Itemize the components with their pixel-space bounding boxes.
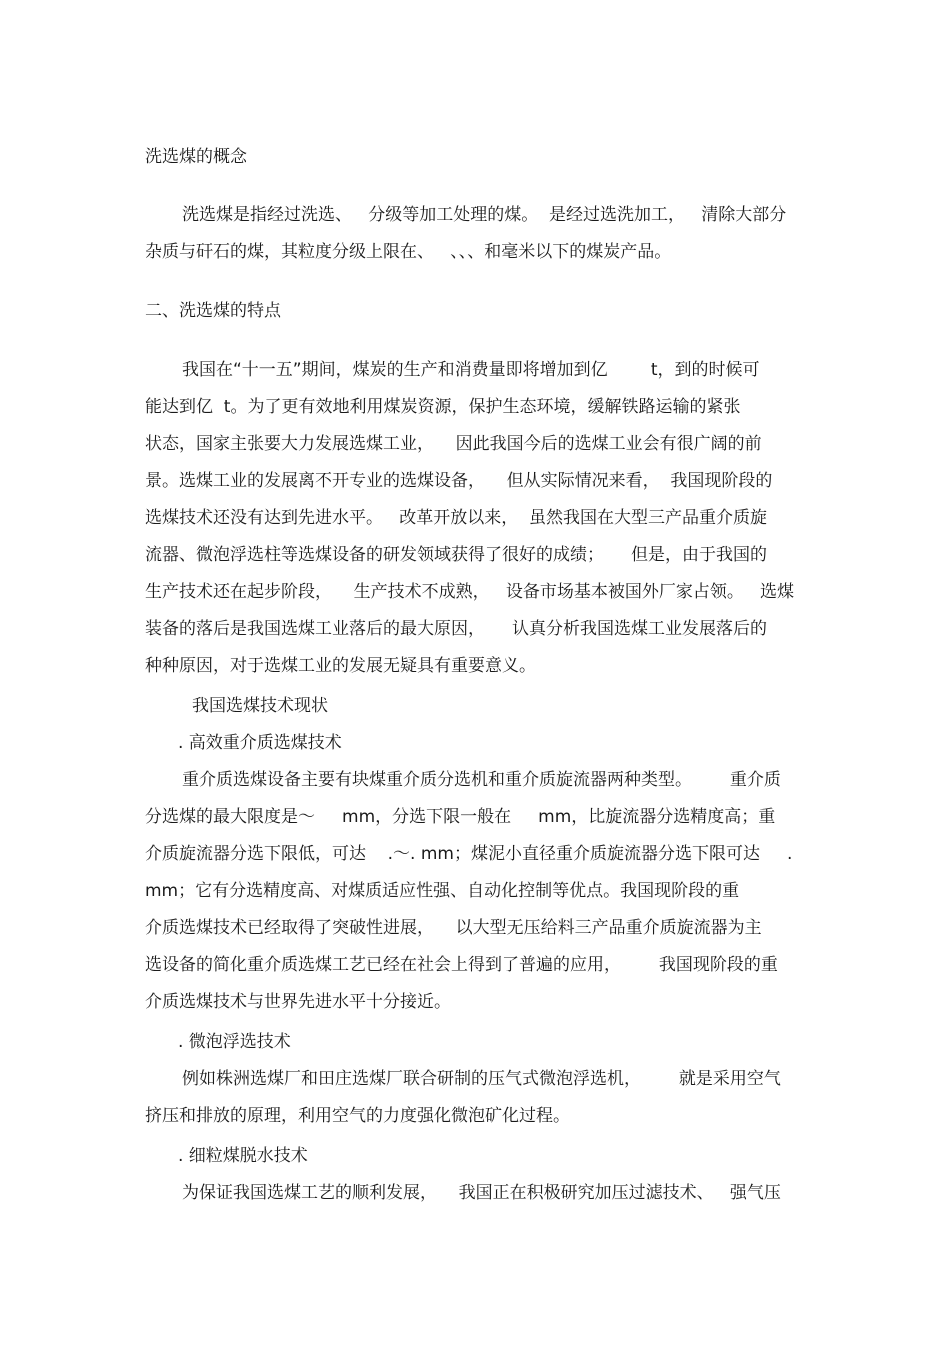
paragraph-line: 景。选煤工业的发展离不开专业的选煤设备， 但从实际情况来看， 我国现阶段的 [145,471,773,491]
paragraph-line: 状态，国家主张要大力发展选煤工业， 因此我国今后的选煤工业会有很广阔的前 [145,434,762,454]
heading-concept: 洗选煤的概念 [145,147,247,167]
section-heading: . 细粒煤脱水技术 [178,1146,308,1166]
paragraph-line: 挤压和排放的原理，利用空气的力度强化微泡矿化过程。 [145,1106,570,1126]
paragraph-line: 选设备的简化重介质选煤工艺已经在社会上得到了普遍的应用， 我国现阶段的重 [145,955,778,975]
paragraph-line: 流器、微泡浮选柱等选煤设备的研发领域获得了很好的成绩； 但是，由于我国的 [145,545,768,565]
paragraph-line: 重介质选煤设备主要有块煤重介质分选机和重介质旋流器两种类型。 重介质 [182,770,781,790]
paragraph-line: 介质选煤技术已经取得了突破性进展， 以大型无压给料三产品重介质旋流器为主 [145,918,762,938]
paragraph-line: 杂质与矸石的煤，其粒度分级上限在、 、、、和毫米以下的煤炭产品。 [145,242,672,262]
section-heading: . 微泡浮选技术 [178,1032,291,1052]
paragraph-line: 例如株洲选煤厂和田庄选煤厂联合研制的压气式微泡浮选机， 就是采用空气 [182,1069,781,1089]
paragraph-line: 介质选煤技术与世界先进水平十分接近。 [145,992,451,1012]
paragraph-line: 装备的落后是我国选煤工业落后的最大原因， 认真分析我国选煤工业发展落后的 [145,619,768,639]
paragraph-line: 我国在“十一五”期间，煤炭的生产和消费量即将增加到亿 t，到的时候可 [182,360,760,380]
paragraph-line: 选煤技术还没有达到先进水平。 改革开放以来， 虽然我国在大型三产品重介质旋 [145,508,768,528]
paragraph-line: 为保证我国选煤工艺的顺利发展， 我国正在积极研究加压过滤技术、 强气压 [182,1183,781,1203]
paragraph-line: 洗选煤是指经过洗选、 分级等加工处理的煤。 是经过选洗加工， 清除大部分 [182,205,787,225]
paragraph-line: mm；它有分选精度高、对煤质适应性强、自动化控制等优点。我国现阶段的重 [145,881,740,901]
paragraph-line: 生产技术还在起步阶段， 生产技术不成熟， 设备市场基本被国外厂家占领。 选煤 [145,582,795,602]
heading-status: 我国选煤技术现状 [192,696,328,716]
paragraph-line: 分选煤的最大限度是～ mm，分选下限一般在 mm，比旋流器分选精度高；重 [145,807,776,827]
section-heading: . 高效重介质选煤技术 [178,733,342,753]
paragraph-line: 种种原因，对于选煤工业的发展无疑具有重要意义。 [145,656,536,676]
heading-features: 二、洗选煤的特点 [145,301,281,321]
paragraph-line: 介质旋流器分选下限低，可达 .～. mm；煤泥小直径重介质旋流器分选下限可达 . [145,844,793,864]
paragraph-line: 能达到亿 t。为了更有效地利用煤炭资源，保护生态环境，缓解铁路运输的紧张 [145,397,741,417]
